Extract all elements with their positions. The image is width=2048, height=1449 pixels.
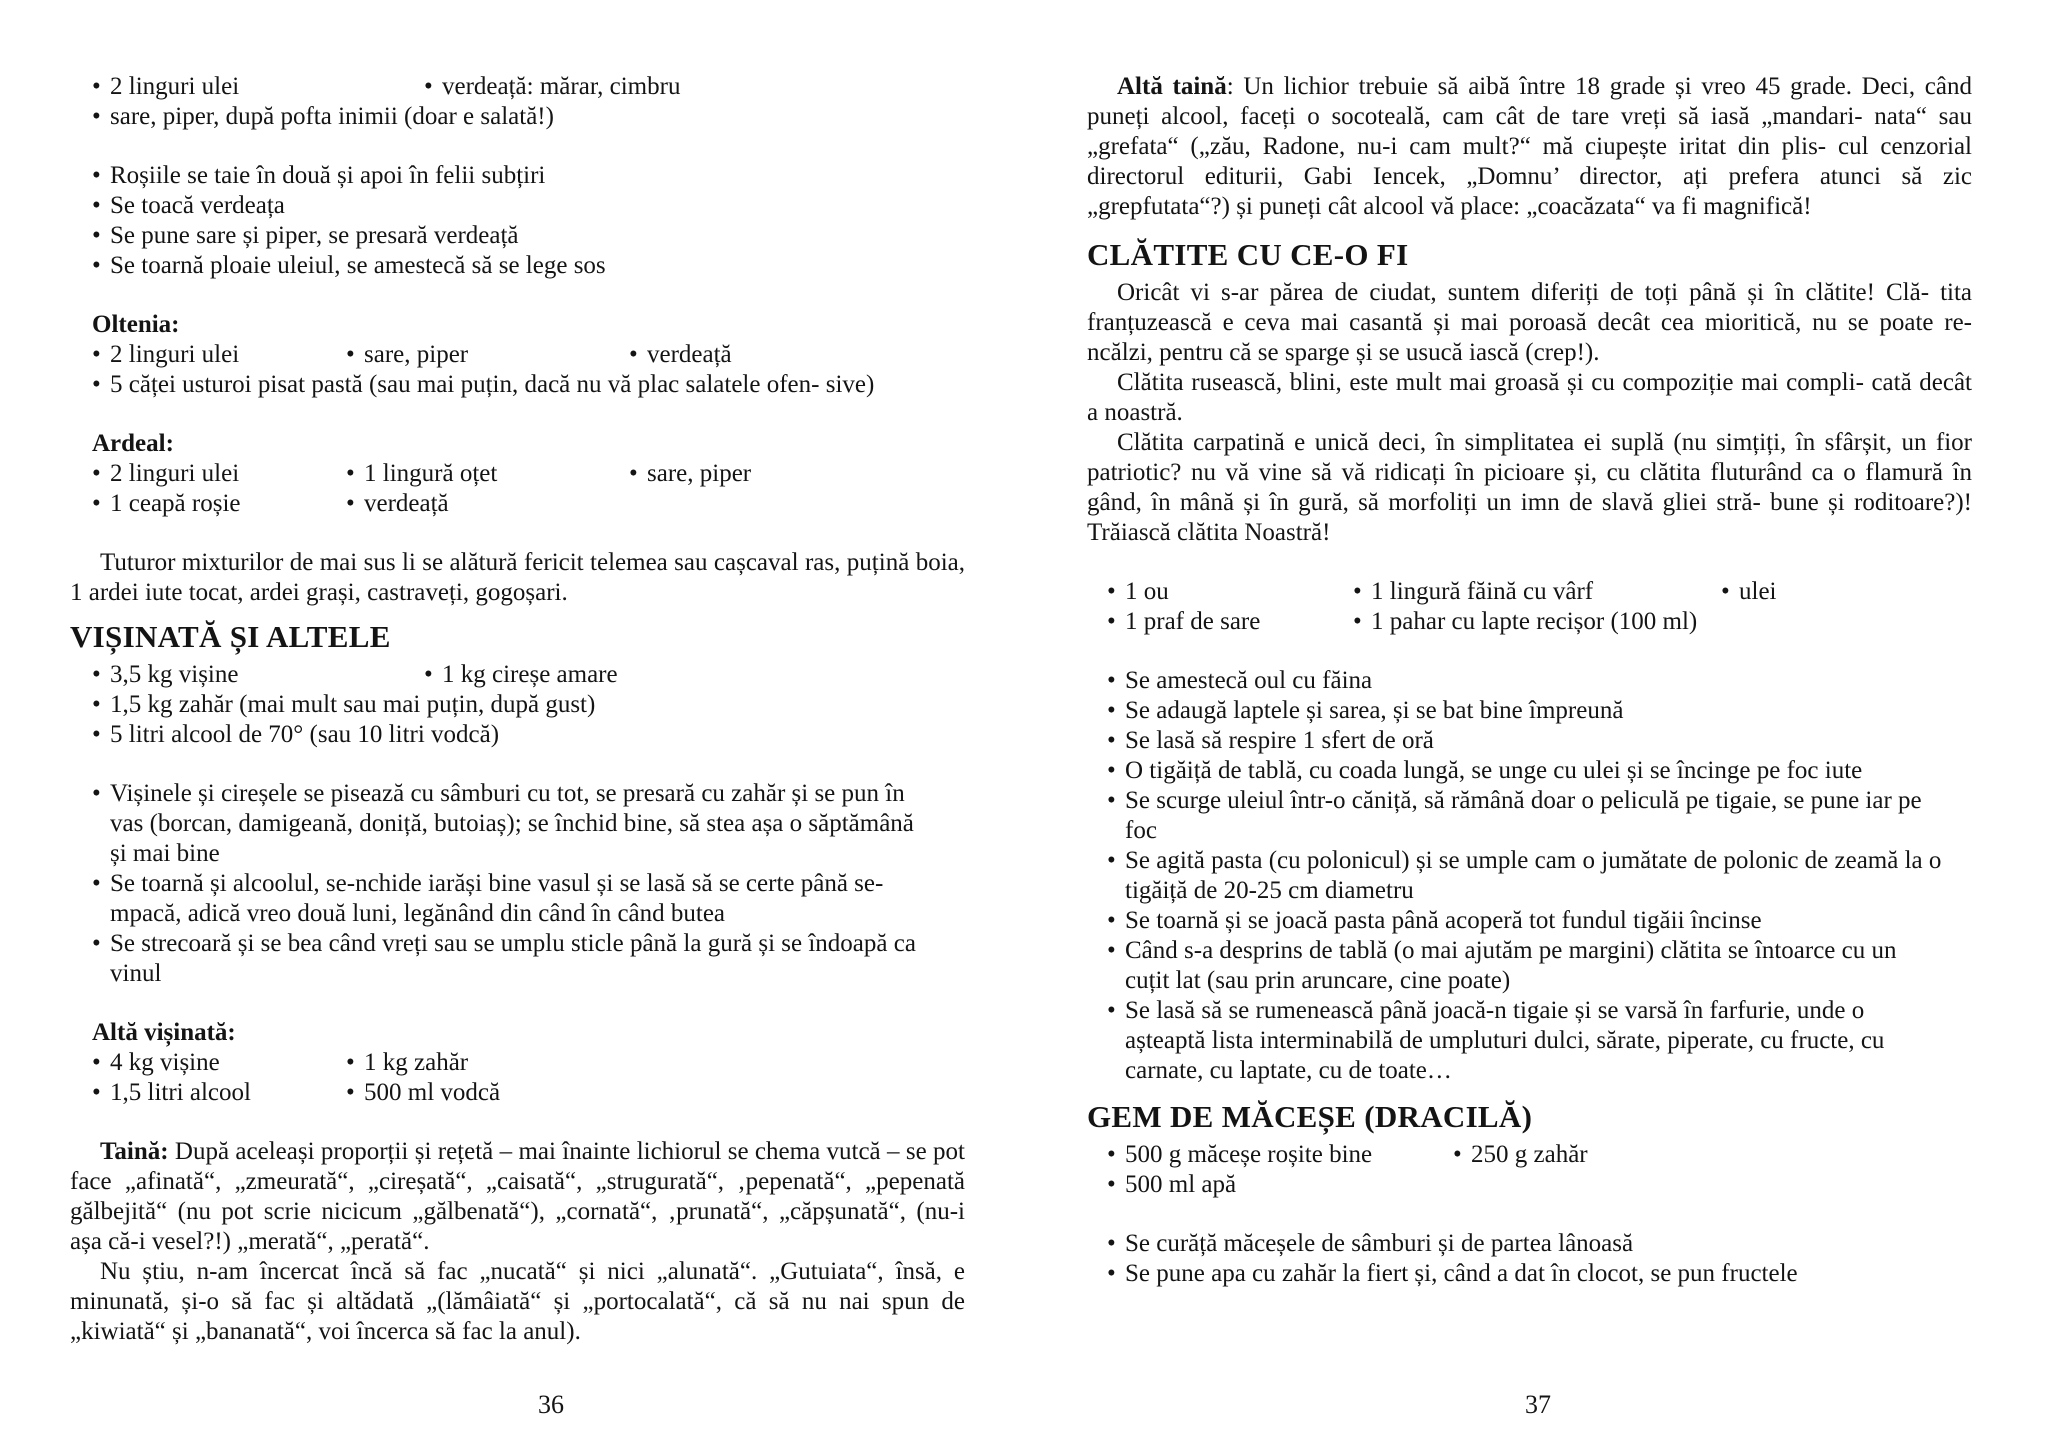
paragraph: Clătita carpatină e unică deci, în simplitatea ei suplă (nu simțiți, în sfârșit, un fior patriotic? nu vă vine să vă ridicați în picioare și, cu clătita fluturând ca o flamură în gând, în mână și în gură, să morfoliți un imn de slavă gliei stră- bune și roditoare?)! Trăiască clătita Noastră! bbox=[1087, 429, 1972, 546]
step-item: • Se pune sare și piper, se presară verdeață bbox=[92, 221, 987, 251]
ingredient: • 1 ou bbox=[1107, 577, 1353, 607]
ingredient: • verdeață bbox=[346, 489, 449, 519]
ingredient: • 500 g măceșe roșite bine bbox=[1107, 1140, 1453, 1170]
ingredient: • 500 ml vodcă bbox=[346, 1078, 500, 1108]
ingredient: • 5 litri alcool de 70° (sau 10 litri vodcă) bbox=[92, 720, 987, 750]
step-item: • Se toarnă și se joacă pasta până acoperă tot fundul tigăii încinse bbox=[1107, 906, 1945, 936]
ingredient: • 1 praf de sare bbox=[1107, 607, 1353, 637]
ingredient-row bbox=[1107, 577, 1972, 607]
alta-taina-label: Altă taină bbox=[1117, 73, 1227, 100]
section-title: GEM DE MĂCEȘE (DRACILĂ) bbox=[1087, 1099, 1533, 1134]
step-item: • Se scurge uleiul într-o căniță, să rămână doar o peliculă pe tigaie, se pune iar pe foc bbox=[1107, 786, 1945, 846]
ingredient: • sare, piper bbox=[346, 340, 629, 370]
step-item: • Se strecoară și se bea când vreți sau se umplu sticle până la gură și se îndoapă ca vinul bbox=[92, 929, 930, 989]
ingredient: • 1 kg zahăr bbox=[346, 1048, 468, 1078]
ingredient: • 1 ceapă roșie bbox=[92, 489, 346, 519]
ingredient: • 1 kg cireșe amare bbox=[424, 660, 618, 690]
taina-paragraph bbox=[70, 1137, 965, 1257]
ingredient: • sare, piper, după pofta inimii (doar e salată!) bbox=[92, 102, 987, 132]
step-item: • Când s-a desprins de tablă (o mai ajutăm pe margini) clătita se întoarce cu un cuțit lat (sau prin aruncare, cine poate) bbox=[1107, 936, 1945, 996]
step-item: • Se toarnă ploaie uleiul, se amestecă să se lege sos bbox=[92, 251, 987, 281]
paragraph: Oricât vi s-ar părea de ciudat, suntem diferiți de toți până și în clătite! Clă- tita franțuzească e ceva mai casantă și mai poroasă decât cea mioritică, nu se poate re-ncălzi, pentru că se sparge și se usucă iască (crep!). bbox=[1087, 279, 1972, 366]
ingredient: • 1 pahar cu lapte recișor (100 ml) bbox=[1353, 607, 1697, 637]
oltenia-label: Oltenia: bbox=[92, 311, 180, 338]
section-title: CLĂTITE CU CE-O FI bbox=[1087, 237, 1409, 272]
paragraph: Nu știu, n-am încercat încă să fac „nucată“ și nici „alunată“. „Gutuiata“, însă, e minunată, și-o să fac și altădată „(lămâiată“ și „portocalată“, că să nu nai spun de „kiwiată“ și „bananată“, voi încerca să fac la anul). bbox=[70, 1258, 965, 1345]
ingredient-row bbox=[1107, 1140, 1972, 1170]
step-item: • Se toacă verdeața bbox=[92, 191, 987, 221]
step-item: • Vișinele și cireșele se pisează cu sâmburi cu tot, se presară cu zahăr și se pun în vas (borcan, damigeană, doniță, butoiaș); se închid bine, să stea așa o săptămână și mai bine bbox=[92, 779, 930, 869]
alta-visinata-label: Altă vișinată: bbox=[92, 1019, 236, 1046]
step-item: • Se agită pasta (cu polonicul) și se umple cam o jumătate de polonic de zeamă la o tigăiță de 20-25 cm diametru bbox=[1107, 846, 1945, 906]
ingredient: • sare, piper bbox=[629, 459, 751, 489]
step-item: • Roșiile se taie în două și apoi în felii subțiri bbox=[92, 161, 987, 191]
section-title: VIȘINATĂ ȘI ALTELE bbox=[70, 619, 391, 654]
step-item: • Se adaugă laptele și sarea, și se bat bine împreună bbox=[1107, 696, 1945, 726]
alta-taina-paragraph bbox=[1087, 72, 1972, 222]
ingredient-row bbox=[92, 660, 987, 690]
clatite-ingredients bbox=[1087, 577, 1972, 637]
clatite-steps bbox=[1087, 666, 1972, 1086]
ingredient: • 3,5 kg vișine bbox=[92, 660, 424, 690]
left-page bbox=[70, 72, 987, 1347]
ingredient: • 1,5 kg zahăr (mai mult sau mai puțin, după gust) bbox=[92, 690, 987, 720]
taina-text: După aceleași proporții și rețetă – mai înainte lichiorul se chema vutcă – se pot face „afinată“, „zmeurată“, „cireșată“, „caisată“, „strugurată“, ‚pepenată“, „pepenată gălbejită“ (nu pot scrie nicicum „gălbenată“), „cornată“, ‚prunată“, „căpșunată“, (nu-i așa că-i vesel?!) „merată“, „perată“. bbox=[70, 1138, 965, 1255]
taina-label: Taină: bbox=[100, 1138, 169, 1165]
ingredient: • 1 lingură oțet bbox=[346, 459, 629, 489]
ingredient: • 2 linguri ulei bbox=[92, 72, 424, 102]
ingredient: • 4 kg vișine bbox=[92, 1048, 346, 1078]
ingredient: • verdeață bbox=[629, 340, 732, 370]
step-item: • O tigăiță de tablă, cu coada lungă, se unge cu ulei și se încinge pe foc iute bbox=[1107, 756, 1945, 786]
paragraph: Clătita rusească, blini, este mult mai groasă și cu compoziție mai compli- cată decât a noastră. bbox=[1087, 369, 1972, 426]
ingredient-row bbox=[92, 459, 987, 489]
page-number: 37 bbox=[1525, 1390, 1551, 1419]
ingredient-row bbox=[92, 489, 987, 519]
ingredient: • 5 căței usturoi pisat pastă (sau mai puțin, dacă nu vă plac salatele ofen- sive) bbox=[92, 370, 945, 400]
ingredient: • 1,5 litri alcool bbox=[92, 1078, 346, 1108]
ingredient-row bbox=[92, 340, 987, 370]
ingredient: • 1 lingură făină cu vârf bbox=[1353, 577, 1721, 607]
ingredient-row bbox=[1107, 607, 1972, 637]
step-item: • Se toarnă și alcoolul, se-nchide iarăși bine vasul și se lasă să se certe până se-mpacă, adică vreo două luni, legănând din când în când butea bbox=[92, 869, 930, 929]
ingredient: • 2 linguri ulei bbox=[92, 340, 346, 370]
step-item: • Se curăță măceșele de sâmburi și de partea lânoasă bbox=[1107, 1229, 1972, 1259]
ingredient: • 2 linguri ulei bbox=[92, 459, 346, 489]
ardeal-label: Ardeal: bbox=[92, 430, 174, 457]
ingredient: • verdeață: mărar, cimbru bbox=[424, 72, 680, 102]
ingredient: • 250 g zahăr bbox=[1453, 1140, 1588, 1170]
ingredient: • 500 ml apă bbox=[1107, 1170, 1972, 1200]
step-item: • Se pune apa cu zahăr la fiert și, când a dat în clocot, se pun fructele bbox=[1107, 1259, 1972, 1289]
step-item: • Se lasă să se rumenească până joacă-n tigaie și se varsă în farfurie, unde o așteaptă lista interminabilă de umpluturi dulci, sărate, piperate, cu fructe, cu carnate, cu laptate, cu de toate… bbox=[1107, 996, 1945, 1086]
ingredient: • ulei bbox=[1721, 577, 1777, 607]
alta-taina-text: : Un lichior trebuie să aibă între 18 grade și vreo 45 grade. Deci, când puneți alcool, faceți o socoteală, cam cât de tare vreți să iasă „mandari- nata“ sau „grefata“ („zău, Radone, nu-i cam mult?“ mă ciupește iritat din plis- cul cenzorial directorul editurii, Gabi Iencek, „Domnu’ director, ați prefera atunci să zic „grepfutata“?) și puneți cât alcool vă place: „coacăzata“ va fi magnifică! bbox=[1087, 73, 1972, 220]
right-page bbox=[1087, 72, 1972, 1289]
paragraph: Tuturor mixturilor de mai sus li se alătură fericit telemea sau cașcaval ras, puțină boia, 1 ardei iute tocat, ardei grași, castraveți, gogoșari. bbox=[70, 549, 965, 606]
ingredient-row bbox=[92, 1078, 987, 1108]
gem-ingredients bbox=[1087, 1140, 1972, 1289]
step-item: • Se amestecă oul cu făina bbox=[1107, 666, 1945, 696]
step-item: • Se lasă să respire 1 sfert de oră bbox=[1107, 726, 1945, 756]
ingredient-row bbox=[92, 1048, 987, 1078]
ingredient-row bbox=[92, 72, 987, 102]
page-number: 36 bbox=[538, 1390, 564, 1419]
